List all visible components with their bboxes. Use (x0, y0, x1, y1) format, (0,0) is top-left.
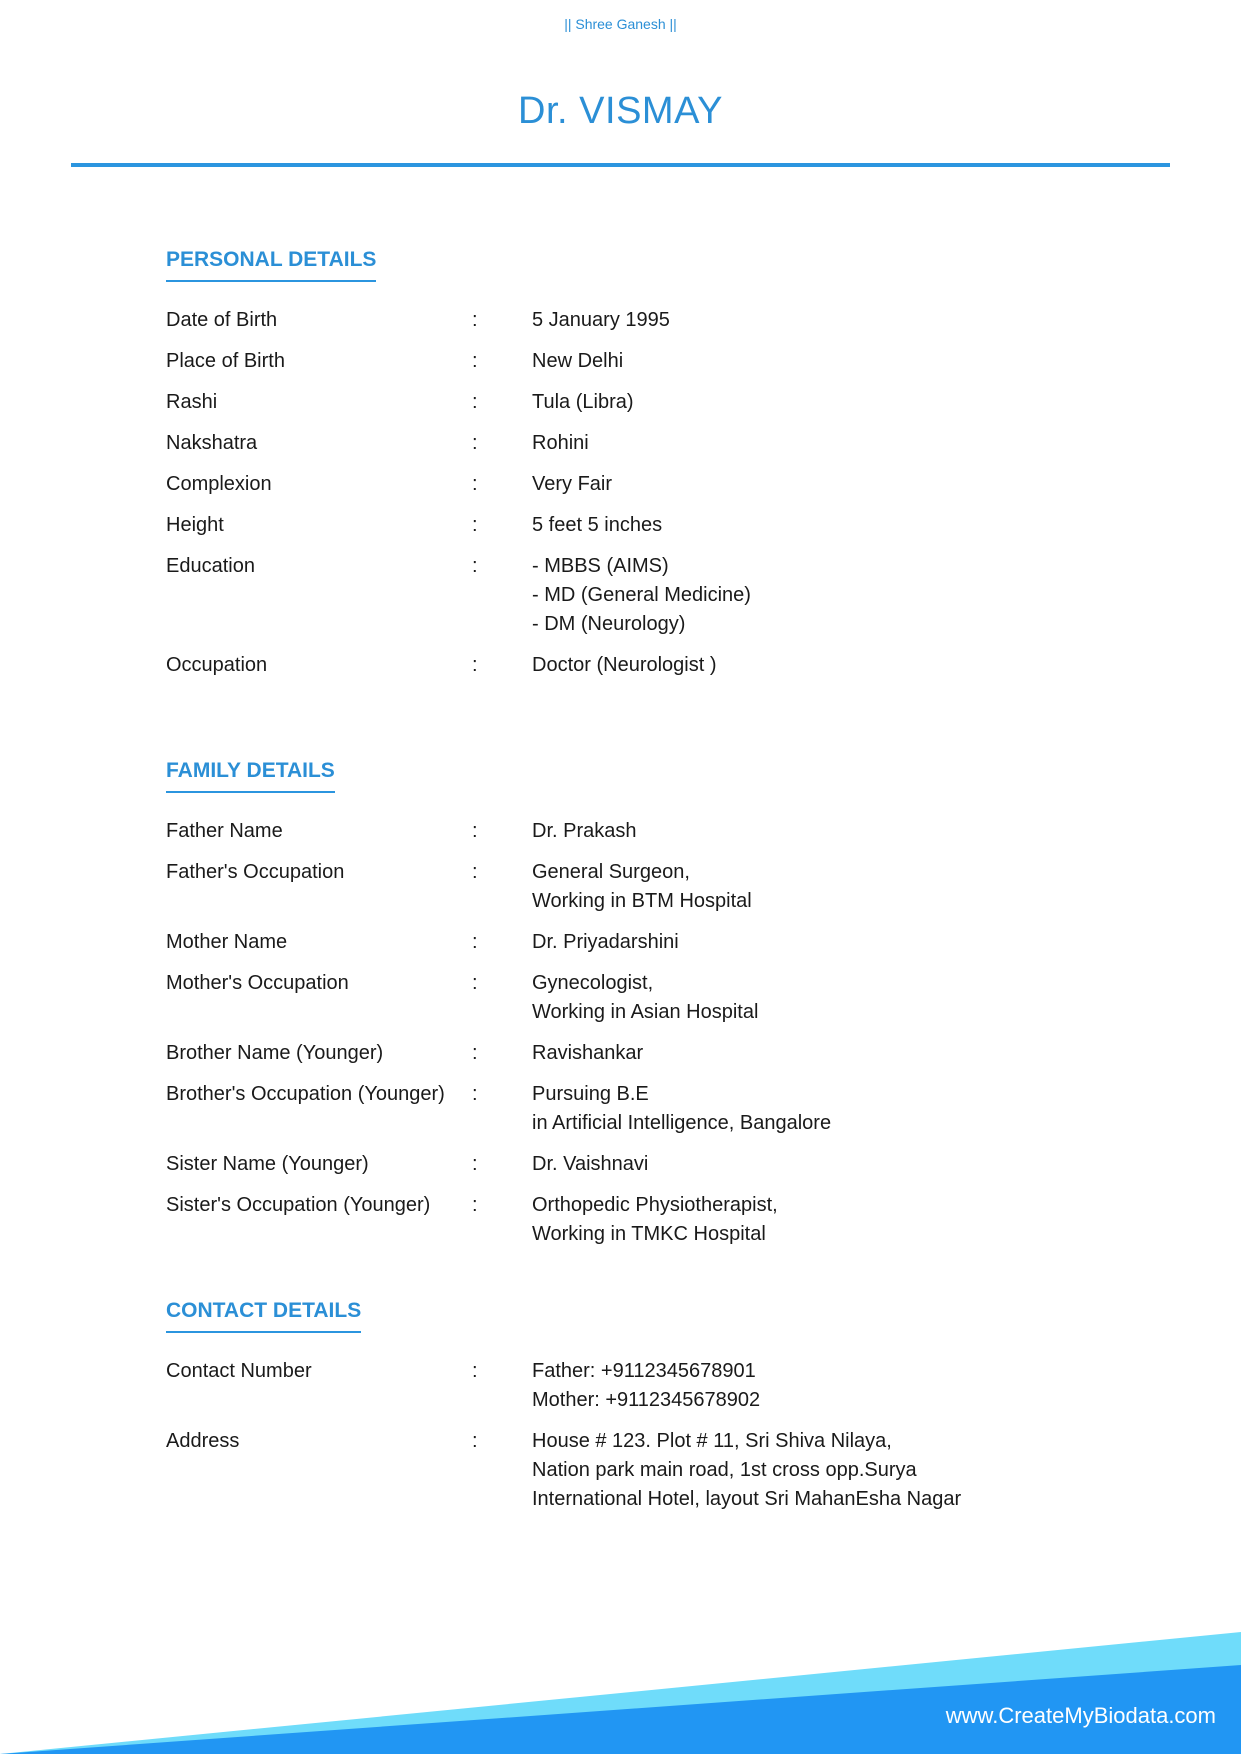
detail-separator: : (472, 820, 478, 842)
detail-value (532, 928, 831, 957)
detail-value-line: Very Fair (532, 473, 613, 495)
detail-value-line: Working in TMKC Hospital (532, 1223, 766, 1245)
footer-wave (0, 1620, 1241, 1754)
detail-value (532, 388, 751, 417)
detail-value-line: Rohini (532, 432, 589, 454)
detail-value-line: 5 feet 5 inches (532, 514, 663, 536)
detail-value-line: Nation park main road, 1st cross opp.Surya (532, 1459, 917, 1481)
detail-row (166, 306, 751, 335)
detail-value-line: Working in Asian Hospital (532, 1001, 759, 1023)
detail-label: Nakshatra (166, 432, 258, 454)
detail-row (166, 969, 831, 1027)
detail-separator: : (472, 555, 478, 577)
section-heading: FAMILY DETAILS (166, 759, 335, 793)
detail-label: Occupation (166, 654, 268, 676)
detail-value-line: - MBBS (AIMS) (532, 555, 669, 577)
detail-label: Sister Name (Younger) (166, 1153, 369, 1175)
detail-label: Father Name (166, 820, 283, 842)
title-divider (71, 163, 1170, 167)
detail-label: Brother's Occupation (Younger) (166, 1083, 445, 1105)
detail-separator: : (472, 1194, 478, 1216)
detail-row (166, 1039, 831, 1068)
detail-value-line: Dr. Priyadarshini (532, 931, 679, 953)
detail-label: Place of Birth (166, 350, 285, 372)
detail-rows (166, 306, 751, 680)
detail-separator: : (472, 473, 478, 495)
detail-value-line: Father: +9112345678901 (532, 1360, 756, 1382)
detail-row (166, 388, 751, 417)
detail-value (532, 429, 751, 458)
detail-label: Sister's Occupation (Younger) (166, 1194, 431, 1216)
detail-separator: : (472, 931, 478, 953)
detail-value (532, 511, 751, 540)
detail-value-line: New Delhi (532, 350, 624, 372)
detail-rows (166, 817, 831, 1249)
detail-separator: : (472, 391, 478, 413)
detail-separator: : (472, 972, 478, 994)
contact-details-section (166, 1299, 961, 1526)
detail-value-line: Ravishankar (532, 1042, 644, 1064)
detail-label: Height (166, 514, 224, 536)
detail-separator: : (472, 1153, 478, 1175)
detail-label: Brother Name (Younger) (166, 1042, 384, 1064)
detail-value-line: International Hotel, layout Sri MahanEsha Nagar (532, 1488, 962, 1510)
section-heading: PERSONAL DETAILS (166, 248, 376, 282)
detail-row (166, 429, 751, 458)
detail-label: Mother's Occupation (166, 972, 349, 994)
detail-row (166, 1191, 831, 1249)
detail-value (532, 651, 751, 680)
detail-row (166, 511, 751, 540)
detail-value-line: - DM (Neurology) (532, 613, 686, 635)
footer-website-link[interactable]: www.CreateMyBiodata.com (945, 1703, 1216, 1728)
invocation-text: || Shree Ganesh || (564, 16, 677, 32)
detail-value (532, 1150, 831, 1179)
detail-rows (166, 1357, 961, 1514)
detail-row (166, 347, 751, 376)
detail-value-line: Dr. Prakash (532, 820, 637, 842)
detail-value (532, 1191, 831, 1249)
detail-label: Mother Name (166, 931, 288, 953)
detail-value-line: Tula (Libra) (532, 391, 634, 413)
detail-value (532, 552, 751, 639)
detail-value-line: Pursuing B.E (532, 1083, 649, 1105)
detail-value (532, 969, 831, 1027)
detail-value-line: Gynecologist, (532, 972, 654, 994)
detail-value (532, 1039, 831, 1068)
detail-separator: : (472, 1042, 478, 1064)
detail-row (166, 858, 831, 916)
detail-label: Date of Birth (166, 309, 278, 331)
detail-value (532, 817, 831, 846)
detail-value-line: 5 January 1995 (532, 309, 670, 331)
detail-value (532, 1357, 961, 1415)
detail-row (166, 1427, 961, 1514)
detail-separator: : (472, 1430, 478, 1452)
detail-label: Contact Number (166, 1360, 312, 1382)
detail-label: Complexion (166, 473, 272, 495)
detail-value-line: House # 123. Plot # 11, Sri Shiva Nilaya, (532, 1430, 892, 1452)
detail-row (166, 817, 831, 846)
detail-value-line: Dr. Vaishnavi (532, 1153, 649, 1175)
detail-label: Education (166, 555, 255, 577)
detail-row (166, 1357, 961, 1415)
detail-separator: : (472, 1360, 478, 1382)
detail-row (166, 1150, 831, 1179)
detail-value (532, 1427, 961, 1514)
detail-separator: : (472, 861, 478, 883)
detail-row (166, 552, 751, 639)
detail-label: Rashi (166, 391, 218, 413)
detail-label: Address (166, 1430, 240, 1452)
detail-row (166, 928, 831, 957)
detail-value-line: General Surgeon, (532, 861, 690, 883)
detail-value-line: Doctor (Neurologist ) (532, 654, 717, 676)
detail-row (166, 470, 751, 499)
detail-value (532, 306, 751, 335)
detail-label: Father's Occupation (166, 861, 345, 883)
detail-separator: : (472, 432, 478, 454)
detail-value (532, 858, 831, 916)
detail-separator: : (472, 309, 478, 331)
detail-separator: : (472, 350, 478, 372)
detail-row (166, 651, 751, 680)
detail-value-line: Working in BTM Hospital (532, 890, 752, 912)
section-heading: CONTACT DETAILS (166, 1299, 361, 1333)
detail-row (166, 1080, 831, 1138)
detail-value (532, 347, 751, 376)
detail-value-line: - MD (General Medicine) (532, 584, 751, 606)
detail-separator: : (472, 514, 478, 536)
family-details-section (166, 759, 831, 1261)
detail-value (532, 1080, 831, 1138)
detail-value-line: Orthopedic Physiotherapist, (532, 1194, 778, 1216)
detail-value (532, 470, 751, 499)
detail-value-line: in Artificial Intelligence, Bangalore (532, 1112, 832, 1134)
page-title: Dr. VISMAY (518, 90, 723, 132)
detail-separator: : (472, 1083, 478, 1105)
detail-separator: : (472, 654, 478, 676)
personal-details-section (166, 248, 751, 692)
detail-value-line: Mother: +9112345678902 (532, 1389, 761, 1411)
